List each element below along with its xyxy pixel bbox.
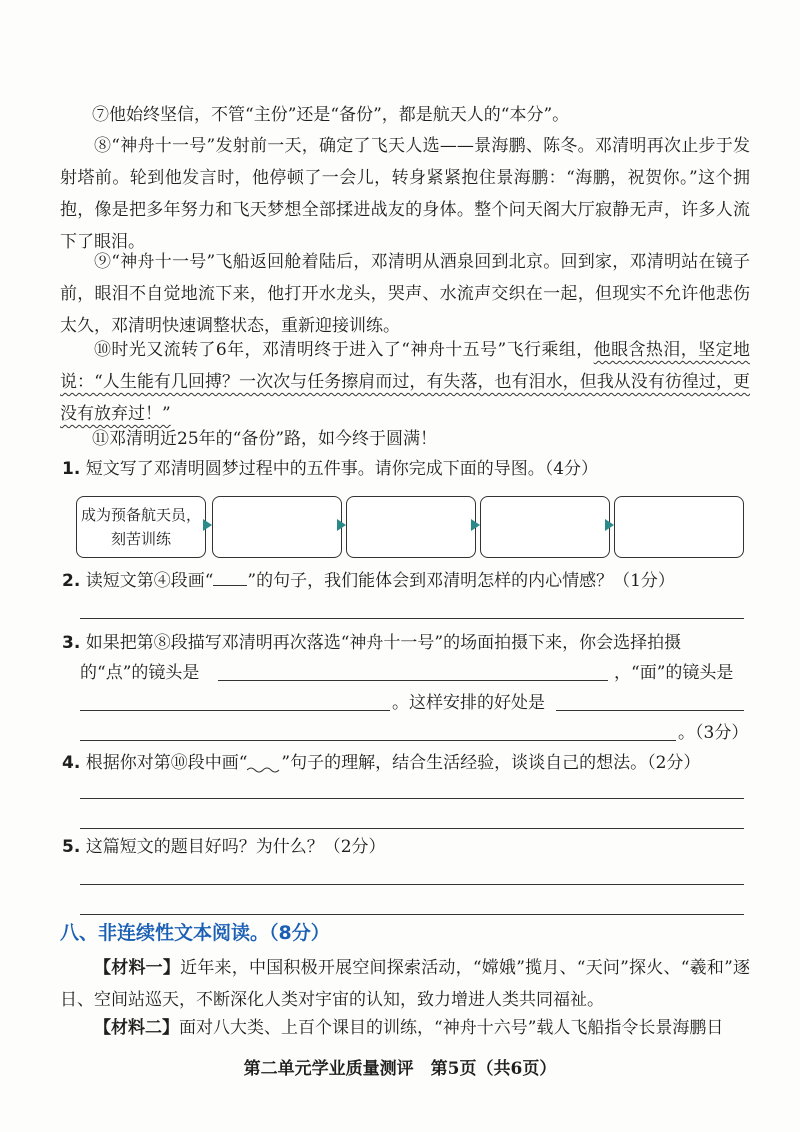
question-text-pre: 根据你对第⑩段中画“: [85, 753, 248, 773]
question-3-score: 。（3分）: [678, 723, 749, 743]
question-1: [62, 454, 598, 484]
mindmap-arrow-head: [605, 519, 614, 531]
page-footer: 第二单元学业质量测评 第5页（共6页）: [243, 1059, 557, 1079]
question-number: 2.: [62, 571, 81, 591]
paragraph-7: ⑦他始终坚信，不管“主份”还是“备份”，都是航天人的“本分”。: [92, 105, 570, 125]
question-5: [62, 832, 386, 862]
material-2-label: 【材料二】: [94, 1018, 179, 1038]
answer-line-benefit-cont[interactable]: [80, 740, 676, 741]
underline-sample: [213, 571, 247, 586]
mindmap-box-2[interactable]: [212, 496, 342, 558]
section-8-title: 八、非连续性文本阅读。（8分）: [60, 922, 330, 944]
question-number: 4.: [62, 753, 81, 773]
answer-line-benefit[interactable]: [556, 710, 744, 711]
wavy-line-sample: [247, 754, 281, 768]
answer-line[interactable]: [80, 798, 744, 799]
question-number: 5.: [62, 837, 81, 857]
question-text: 如果把第⑧段描写邓清明再次落选“神舟十一号”的场面拍摄下来，你会选择拍摄: [85, 633, 682, 653]
material-1-text: 近年来，中国积极开展空间探索活动，“嫦娥”揽月、“天问”探火、“羲和”逐日、空间站巡天，不断深化人类对宇宙的认知，致力增进人类共同福祉。: [60, 958, 750, 1010]
question-text: 短文写了邓清明圆梦过程中的五件事。请你完成下面的导图。（4分）: [85, 459, 599, 479]
material-2-text: 面对八大类、上百个课目的训练，“神舟十六号”载人飞船指令长景海鹏日: [179, 1018, 724, 1038]
question-text: 这篇短文的题目好吗？为什么？（2分）: [85, 837, 386, 857]
paragraph-9: ⑨“神舟十一号”飞船返回舱着陆后，邓清明从酒泉回到北京。回到家，邓清明站在镜子前，眼泪不自觉地流下来，他打开水龙头，哭声、水流声交织在一起，但现实不允许他悲伤太久，邓清明快速调整状态，重新迎接训练。: [60, 252, 750, 336]
question-3-line3: 。这样安排的好处是: [392, 693, 545, 713]
question-number: 1.: [62, 459, 81, 479]
mindmap-box-5[interactable]: [614, 496, 744, 558]
mindmap-box-1-text: 成为预备航天员，刻苦训练: [80, 506, 201, 548]
mindmap-box-4[interactable]: [480, 496, 610, 558]
paragraph-10-plain: ⑩时光又流转了6年，邓清明终于进入了“神舟十五号”飞行乘组，: [94, 340, 594, 360]
question-number: 3.: [62, 633, 81, 653]
answer-line[interactable]: [80, 914, 744, 915]
question-text-post: ”句子的理解，结合生活经验，谈谈自己的想法。（2分）: [281, 753, 701, 773]
mindmap-box-1: [76, 496, 206, 558]
question-3-line2b: ，“面”的镜头是: [614, 663, 734, 683]
question-text-pre: 读短文第④段画“: [85, 571, 214, 591]
paragraph-8: ⑧“神舟十一号”发射前一天，确定了飞天人选——景海鹏、陈冬。邓清明再次止步于发射塔前。轮到他发言时，他停顿了一会儿，转身紧紧抱住景海鹏：“海鹏，祝贺你。”这个拥抱，像是把多年努力和飞天梦想全部揉进战友的身体。整个问天阁大厅寂静无声，许多人流下了眼泪。: [60, 136, 750, 252]
question-3: [62, 628, 681, 658]
question-4: [62, 748, 700, 778]
answer-line-area-shot[interactable]: [80, 710, 390, 711]
question-3-line2a: 的“点”的镜头是: [80, 663, 200, 683]
mindmap-arrow-head: [471, 519, 480, 531]
answer-line[interactable]: [80, 884, 744, 885]
mindmap-arrow-head: [203, 519, 212, 531]
mindmap-box-3[interactable]: [346, 496, 476, 558]
material-1-label: 【材料一】: [94, 958, 181, 978]
answer-line[interactable]: [80, 828, 744, 829]
paragraph-10-wavy-sentence: 他眼含热泪，坚定地说：“人生能有几回搏？一次次与任务擦肩而过，有失落，也有泪水，但我从没有彷徨过，更没有放弃过！”: [60, 340, 750, 424]
paragraph-11: ⑪邓清明近25年的“备份”路，如今终于圆满！: [92, 429, 438, 449]
question-text-post: ”的句子，我们能体会到邓清明怎样的内心情感？（1分）: [247, 571, 675, 591]
material-1: [60, 952, 750, 1016]
paragraph-10: [60, 334, 750, 430]
answer-line-point-shot[interactable]: [218, 680, 608, 681]
mindmap-arrow-head: [337, 519, 346, 531]
question-2: [62, 566, 675, 596]
answer-line[interactable]: [80, 618, 744, 619]
material-2: [60, 1012, 750, 1044]
